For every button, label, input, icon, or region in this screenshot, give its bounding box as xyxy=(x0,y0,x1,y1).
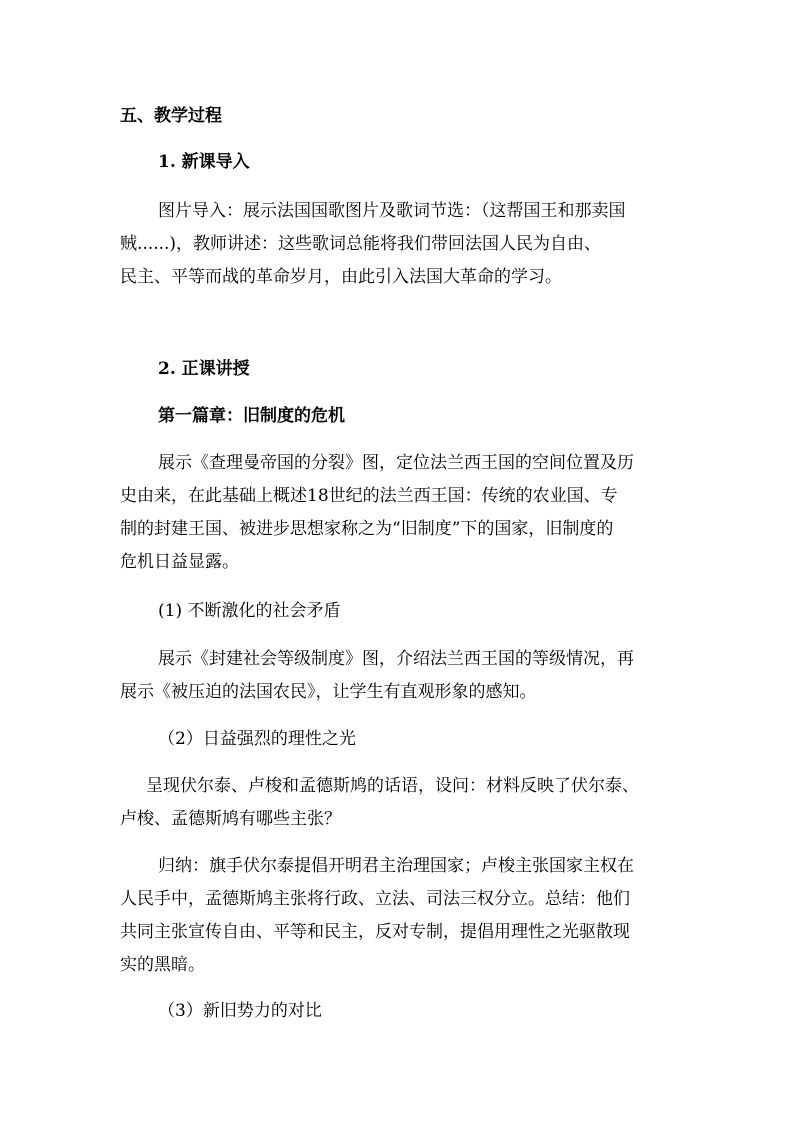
paragraph-line: 共同主张宣传自由、平等和民主，反对专制，提倡用理性之光驱散现 xyxy=(120,922,630,942)
paragraph-line: 归纳：旗手伏尔泰提倡开明君主治理国家；卢梭主张国家主权在 xyxy=(158,856,634,876)
paragraph-line: 展示《封建社会等级制度》图，介绍法兰西王国的等级情况，再 xyxy=(158,649,634,669)
paragraph-line: 贼......)，教师讲述：这些歌词总能将我们带回法国人民为自由、 xyxy=(120,234,602,254)
paragraph-line: 展示《查理曼帝国的分裂》图，定位法兰西王国的空间位置及历 xyxy=(158,453,634,473)
section-heading: 五、教学过程 xyxy=(120,106,222,126)
subsection-2-title: （2）日益强烈的理性之光 xyxy=(158,729,356,749)
section-1-title: 1. 新课导入 xyxy=(158,152,250,172)
chapter-title: 第一篇章：旧制度的危机 xyxy=(158,406,345,426)
paragraph-line: 史由来，在此基础上概述18世纪的法兰西王国：传统的农业国、专 xyxy=(120,486,618,506)
subsection-3-title: （3）新旧势力的对比 xyxy=(158,1001,322,1021)
paragraph-line: 图片导入：展示法国国歌图片及歌词节选：（这帮国王和那卖国 xyxy=(158,201,626,221)
paragraph-line: 呈现伏尔泰、卢梭和孟德斯鸠的话语，设问：材料反映了伏尔泰、 xyxy=(146,776,639,796)
subsection-1-title: (1) 不断激化的社会矛盾 xyxy=(158,601,341,621)
paragraph-line: 民主、平等而战的革命岁月，由此引入法国大革命的学习。 xyxy=(120,267,562,287)
paragraph-line: 卢梭、孟德斯鸠有哪些主张？ xyxy=(120,809,341,829)
paragraph-line: 实的黑暗。 xyxy=(120,955,205,975)
paragraph-line: 危机日益显露。 xyxy=(120,552,239,572)
paragraph-line: 展示《被压迫的法国农民》，让学生有直观形象的感知。 xyxy=(120,682,537,702)
paragraph-line: 人民手中，孟德斯鸠主张将行政、立法、司法三权分立。总结：他们 xyxy=(120,889,630,909)
section-2-title: 2. 正课讲授 xyxy=(158,359,250,379)
paragraph-line: 制的封建王国、被进步思想家称之为“旧制度”下的国家，旧制度的 xyxy=(120,519,614,539)
